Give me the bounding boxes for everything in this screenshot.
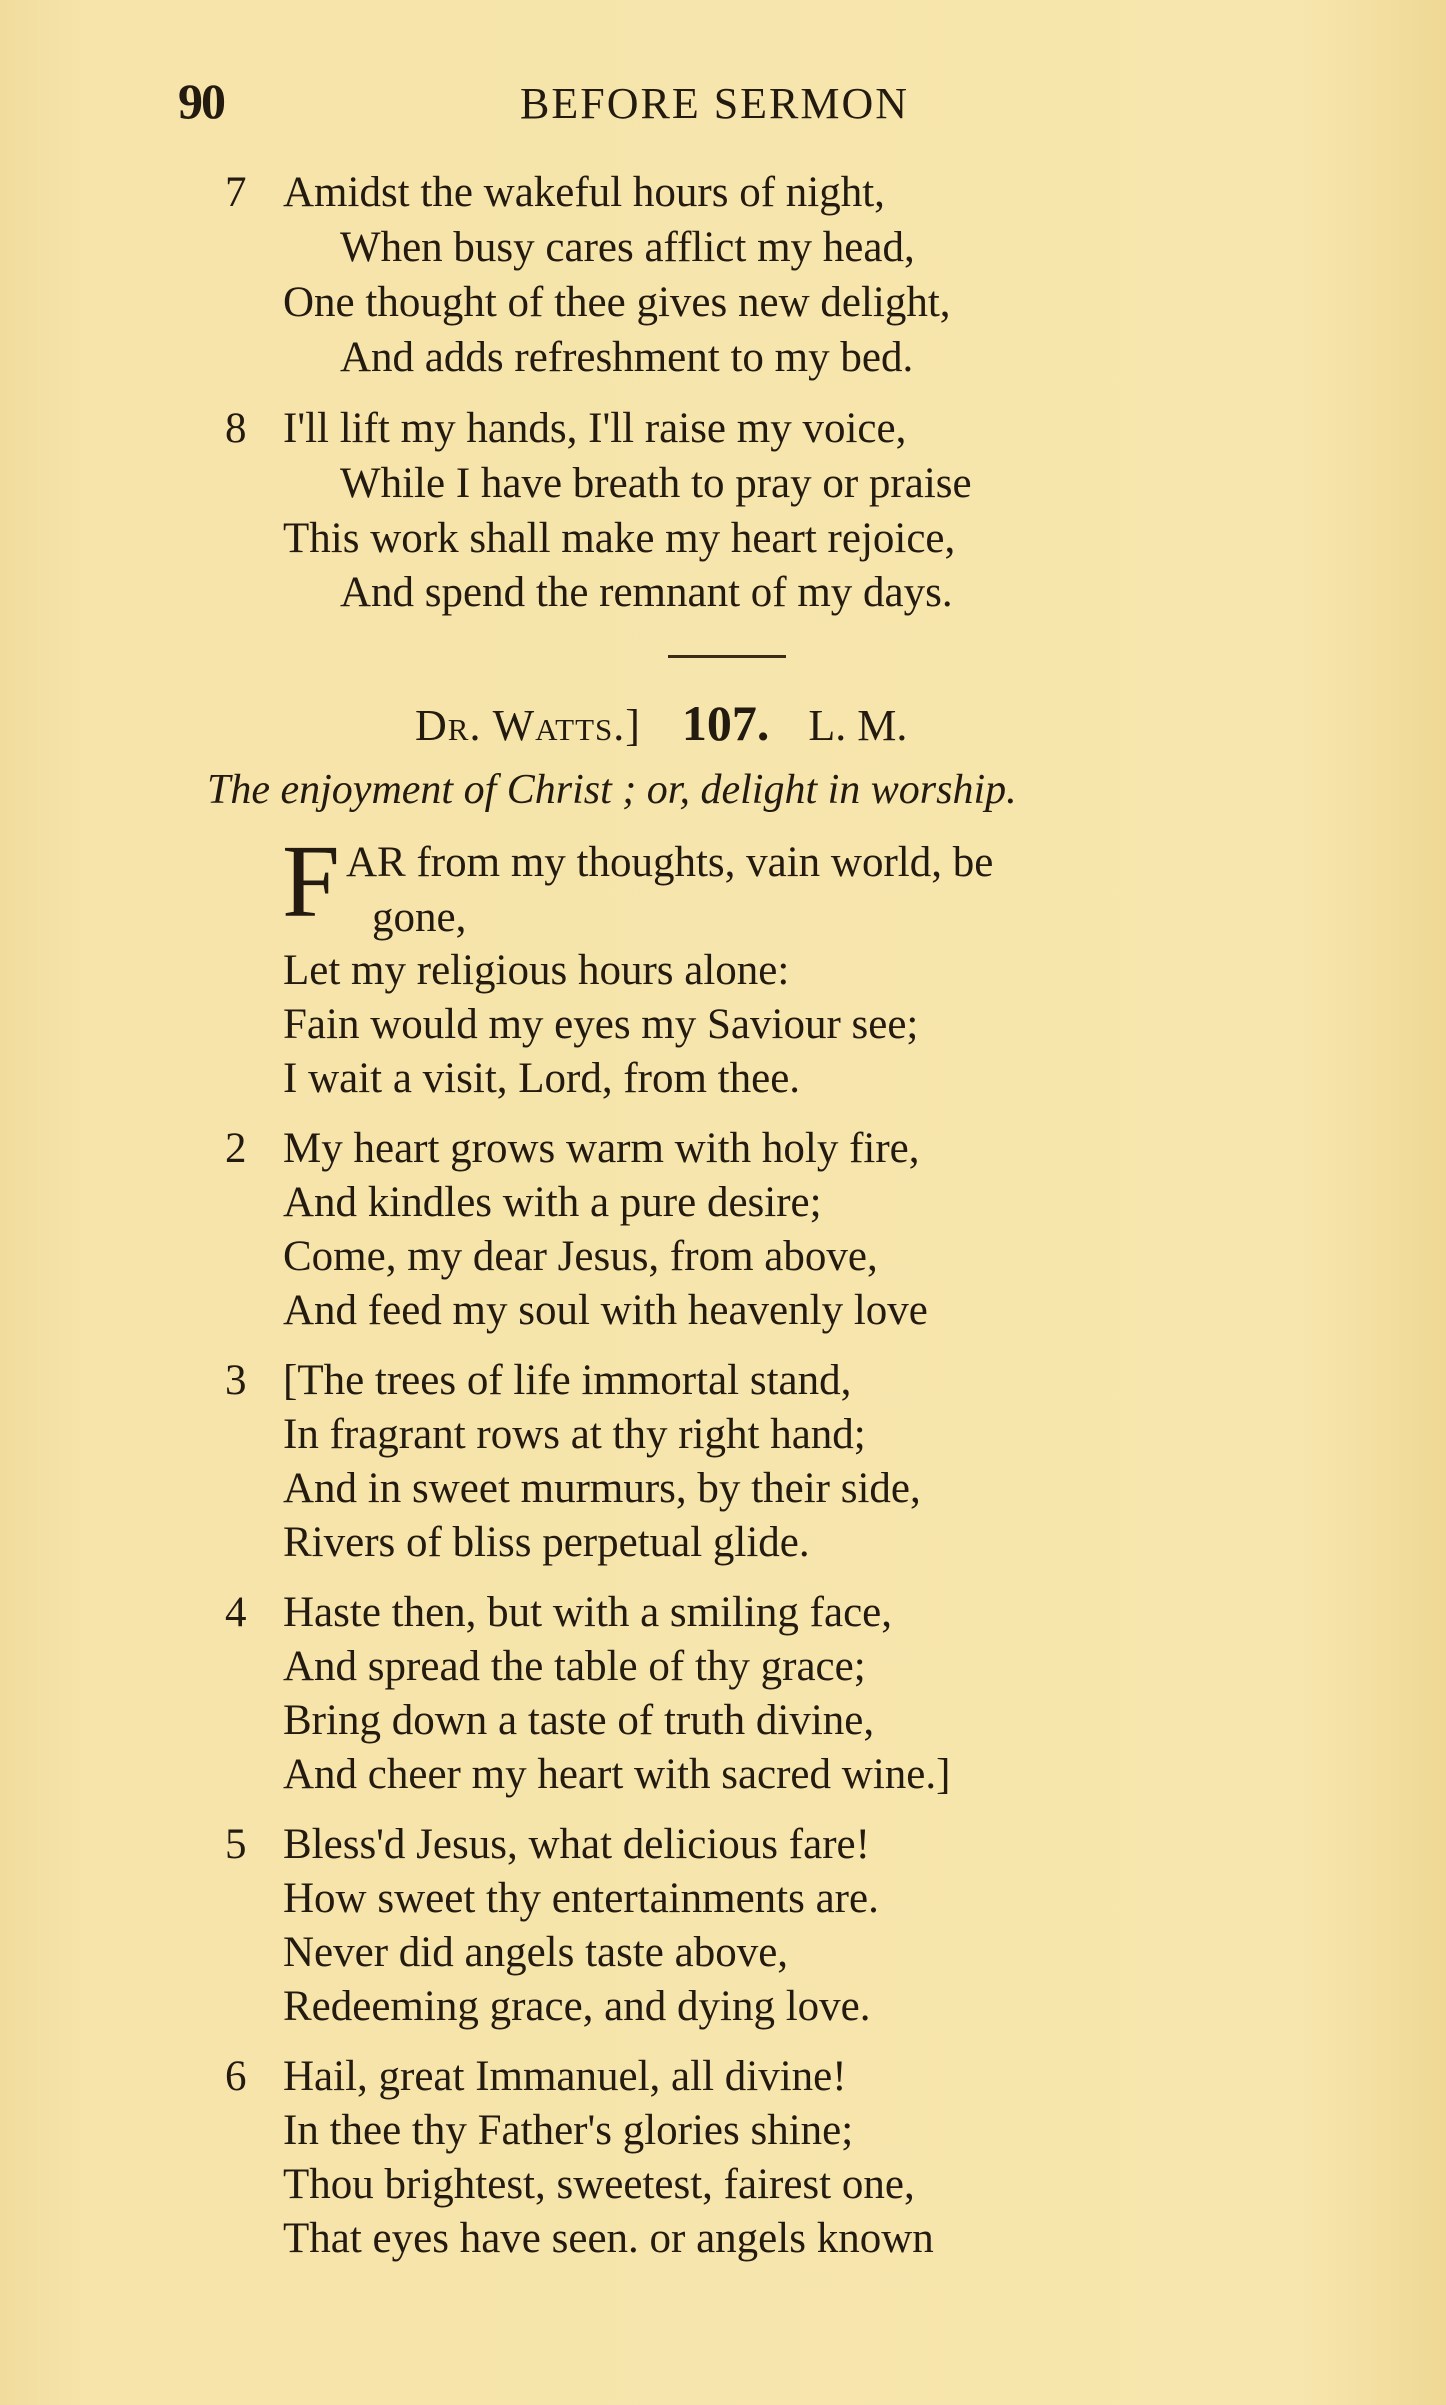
verse-line: Hail, great Immanuel, all divine!	[283, 2053, 847, 2100]
verse-line: Let my religious hours alone:	[283, 947, 790, 994]
page-number: 90	[178, 73, 224, 129]
verse-line: When busy cares afflict my head,	[340, 224, 915, 271]
verse-line: I'll lift my hands, I'll raise my voice,	[283, 405, 907, 452]
drop-cap: F	[282, 824, 340, 939]
verse-line: Fain would my eyes my Saviour see;	[283, 1001, 919, 1048]
verse-line: And kindles with a pure desire;	[283, 1179, 822, 1226]
verse-number: 4	[225, 1589, 247, 1636]
verse-line: How sweet thy entertainments are.	[283, 1875, 879, 1922]
verse-line: Rivers of bliss perpetual glide.	[283, 1519, 810, 1566]
verse-line: That eyes have seen. or angels known	[283, 2215, 934, 2262]
verse-line: And feed my soul with heavenly love	[283, 1287, 928, 1334]
hymn-separator-rule	[668, 655, 786, 658]
hymn-heading	[415, 694, 907, 752]
verse-line: And adds refreshment to my bed.	[340, 334, 914, 381]
verse-line: Amidst the wakeful hours of night,	[283, 169, 885, 216]
verse-line: Redeeming grace, and dying love.	[283, 1983, 871, 2030]
verse-line: And spread the table of thy grace;	[283, 1643, 866, 1690]
verse-line: And cheer my heart with sacred wine.]	[283, 1751, 951, 1798]
verse-line: I wait a visit, Lord, from thee.	[283, 1055, 801, 1102]
hymn-subtitle: The enjoyment of Christ ; or, delight in worship.	[207, 767, 1017, 813]
verse-number: 3	[225, 1357, 247, 1404]
verse-line: [The trees of life immortal stand,	[283, 1357, 852, 1404]
verse-line: AR from my thoughts, vain world, be	[346, 839, 994, 886]
verse-line: This work shall make my heart rejoice,	[283, 515, 956, 562]
page-header	[170, 72, 1310, 142]
verse-line: And in sweet murmurs, by their side,	[283, 1465, 921, 1512]
verse-number: 2	[225, 1125, 247, 1172]
verse-line: And spend the remnant of my days.	[340, 569, 953, 616]
running-head: BEFORE SERMON	[520, 79, 910, 128]
verse-line: Haste then, but with a smiling face,	[283, 1589, 893, 1636]
verse-number: 5	[225, 1821, 247, 1868]
verse-line: Bless'd Jesus, what delicious fare!	[283, 1821, 870, 1868]
verse-line: Bring down a taste of truth divine,	[283, 1697, 875, 1744]
verse-line: My heart grows warm with holy fire,	[283, 1125, 920, 1172]
verse-line: While I have breath to pray or praise	[340, 460, 972, 507]
verse-number: 6	[225, 2053, 247, 2100]
verse-line: One thought of thee gives new delight,	[283, 279, 951, 326]
hymn-meter: L. M.	[808, 701, 908, 750]
verse-line: Never did angels taste above,	[283, 1929, 789, 1976]
verse-line: gone,	[372, 894, 467, 941]
verse-line: Come, my dear Jesus, from above,	[283, 1233, 878, 1280]
verse-number: 8	[225, 405, 247, 452]
verse-line: Thou brightest, sweetest, fairest one,	[283, 2161, 915, 2208]
hymn-number: 107.	[681, 695, 770, 751]
verse-line: In fragrant rows at thy right hand;	[283, 1411, 866, 1458]
verse-line: In thee thy Father's glories shine;	[283, 2107, 854, 2154]
hymn-author: Dr. Watts.]	[415, 701, 641, 750]
verse-number: 7	[225, 169, 247, 216]
